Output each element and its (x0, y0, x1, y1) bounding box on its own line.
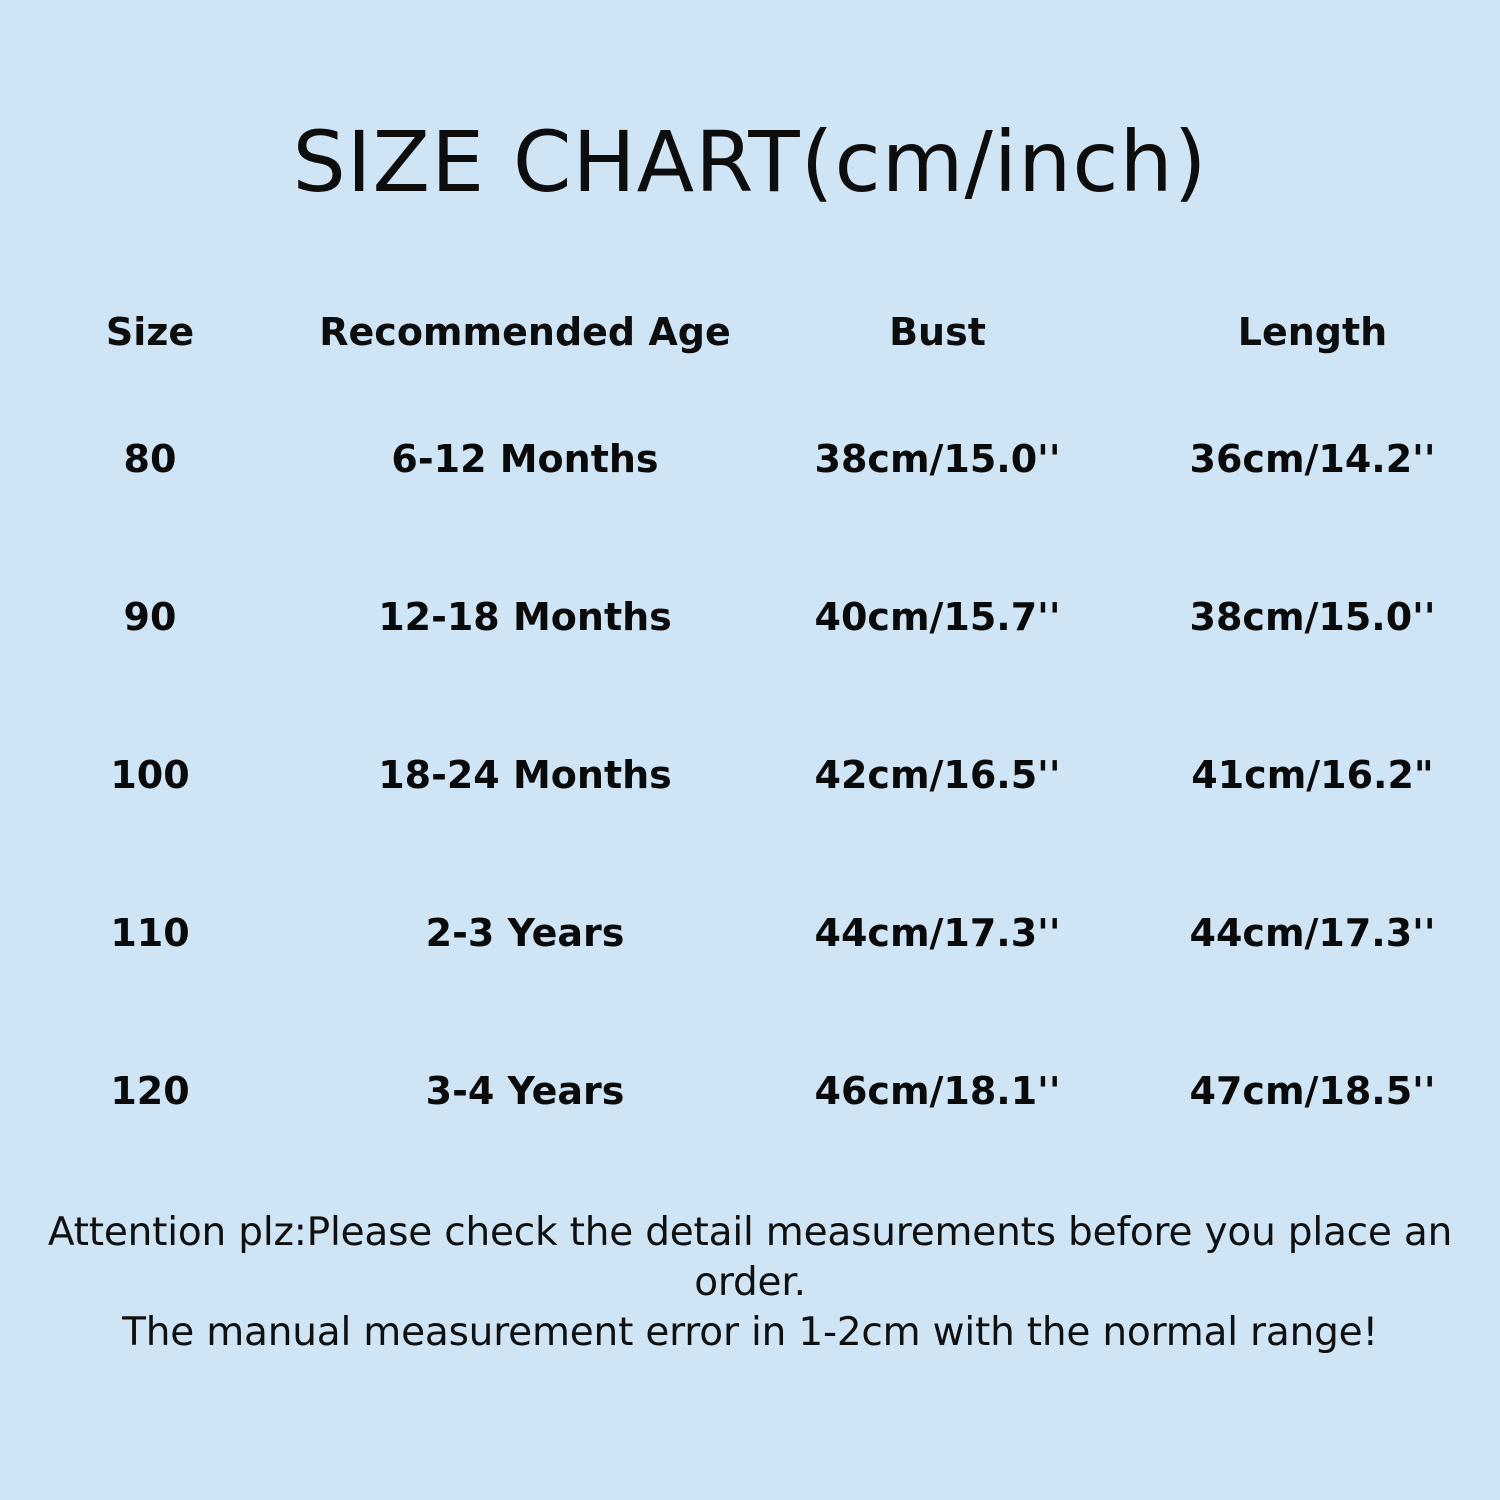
cell-length: 41cm/16.2" (1191, 753, 1434, 798)
cell-bust: 46cm/18.1'' (814, 1069, 1061, 1114)
cell-age: 3-4 Years (425, 1069, 625, 1114)
cell-age: 6-12 Months (391, 437, 659, 482)
note-line-2: order. (694, 1260, 806, 1306)
cell-size: 90 (123, 595, 177, 640)
table-header-row (0, 284, 1500, 380)
cell-bust: 44cm/17.3'' (814, 911, 1061, 956)
cell-age: 18-24 Months (378, 753, 672, 798)
column-header-size: Size (105, 310, 195, 355)
cell-age: 12-18 Months (378, 595, 672, 640)
page-title: SIZE CHART(cm/inch) (292, 113, 1208, 211)
cell-age: 2-3 Years (425, 911, 625, 956)
table-row (0, 696, 1500, 854)
cell-length: 38cm/15.0'' (1189, 595, 1436, 640)
note-line-3: The manual measurement error in 1-2cm with the normal range! (122, 1310, 1378, 1355)
cell-size: 100 (110, 753, 190, 798)
cell-bust: 42cm/16.5'' (814, 753, 1061, 798)
cell-size: 110 (110, 911, 190, 956)
cell-length: 47cm/18.5'' (1189, 1069, 1436, 1114)
cell-size: 80 (123, 437, 177, 482)
cell-length: 36cm/14.2'' (1189, 437, 1436, 482)
column-header-recommended-age: Recommended Age (319, 310, 731, 355)
table-row (0, 854, 1500, 1012)
table-row (0, 1012, 1500, 1170)
note-line-1: Attention plz:Please check the detail measurements before you place an (47, 1210, 1453, 1256)
cell-bust: 38cm/15.0'' (814, 437, 1061, 482)
size-chart-table (0, 284, 1500, 1170)
cell-length: 44cm/17.3'' (1189, 911, 1436, 956)
table-row (0, 538, 1500, 696)
column-header-length: Length (1237, 310, 1388, 355)
column-header-bust: Bust (889, 310, 986, 355)
cell-bust: 40cm/15.7'' (814, 595, 1061, 640)
table-row (0, 380, 1500, 538)
cell-size: 120 (110, 1069, 190, 1114)
attention-note (0, 1208, 1500, 1358)
